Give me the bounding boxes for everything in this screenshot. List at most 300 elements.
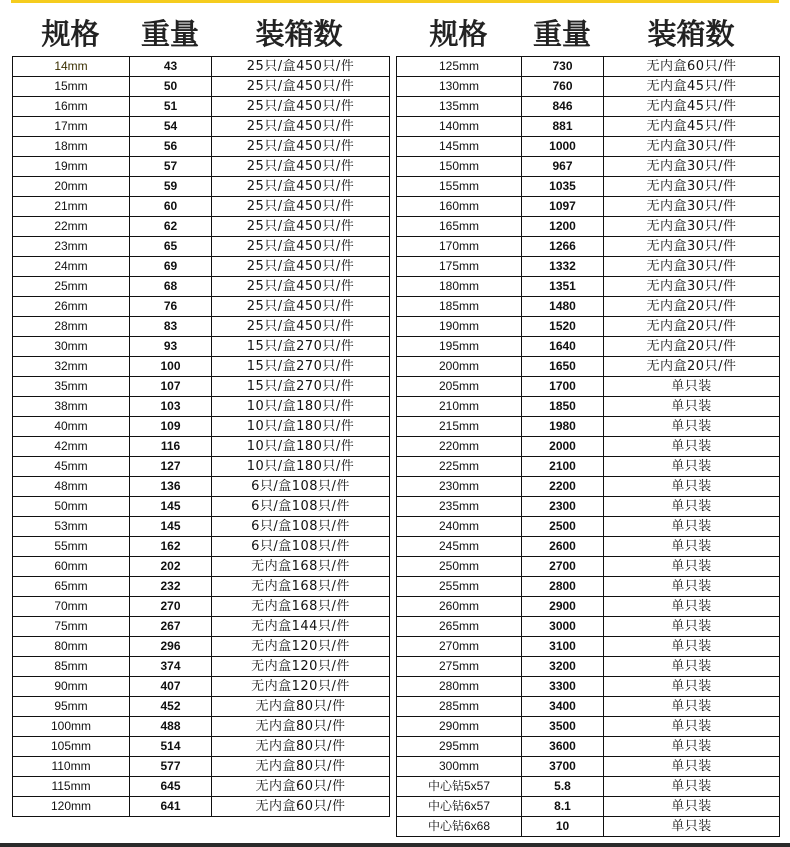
spec-cell: 14mm [13,57,130,77]
weight-cell: 1520 [522,317,604,337]
table-row [13,637,390,657]
packing-cell: 无内盒168只/件 [212,597,390,617]
packing-cell: 10只/盒180只/件 [212,397,390,417]
weight-cell: 760 [522,77,604,97]
spec-cell: 285mm [397,697,522,717]
packing-cell: 无内盒20只/件 [604,297,780,317]
spec-cell: 245mm [397,537,522,557]
packing-cell: 25只/盒450只/件 [212,97,390,117]
weight-cell: 76 [130,297,212,317]
table-row [13,457,390,477]
table-row [397,477,780,497]
weight-cell: 1640 [522,337,604,357]
packing-cell: 无内盒45只/件 [604,117,780,137]
spec-cell: 190mm [397,317,522,337]
weight-cell: 1000 [522,137,604,157]
weight-cell: 3400 [522,697,604,717]
table-row [13,477,390,497]
table-row [13,157,390,177]
table-row [397,397,780,417]
table-row [397,717,780,737]
weight-cell: 50 [130,77,212,97]
weight-cell: 1351 [522,277,604,297]
packing-cell: 单只装 [604,517,780,537]
weight-cell: 232 [130,577,212,597]
packing-cell: 单只装 [604,597,780,617]
weight-cell: 109 [130,417,212,437]
packing-cell: 单只装 [604,417,780,437]
packing-cell: 单只装 [604,577,780,597]
weight-cell: 8.1 [522,797,604,817]
packing-cell: 单只装 [604,797,780,817]
table-row [13,397,390,417]
spec-cell: 185mm [397,297,522,317]
packing-cell: 25只/盒450只/件 [212,117,390,137]
weight-cell: 1097 [522,197,604,217]
spec-cell: 20mm [13,177,130,197]
weight-cell: 3100 [522,637,604,657]
weight-cell: 68 [130,277,212,297]
left-table-header [12,14,389,54]
weight-cell: 145 [130,497,212,517]
table-row [397,217,780,237]
table-row [397,697,780,717]
packing-cell: 单只装 [604,717,780,737]
packing-cell: 25只/盒450只/件 [212,277,390,297]
left-spec-table [12,56,390,817]
table-row [13,617,390,637]
packing-cell: 15只/盒270只/件 [212,357,390,377]
weight-cell: 65 [130,237,212,257]
table-row [13,317,390,337]
packing-cell: 无内盒168只/件 [212,557,390,577]
spec-cell: 25mm [13,277,130,297]
table-row [397,377,780,397]
packing-cell: 单只装 [604,817,780,837]
weight-cell: 3000 [522,617,604,637]
table-row [13,557,390,577]
bottom-bar [0,843,790,847]
table-row [397,777,780,797]
packing-cell: 无内盒30只/件 [604,217,780,237]
table-row [13,297,390,317]
spec-cell: 135mm [397,97,522,117]
table-row [13,197,390,217]
table-row [13,437,390,457]
table-row [13,677,390,697]
weight-cell: 10 [522,817,604,837]
packing-cell: 25只/盒450只/件 [212,237,390,257]
spec-cell: 130mm [397,77,522,97]
spec-cell: 21mm [13,197,130,217]
table-row [13,577,390,597]
spec-cell: 19mm [13,157,130,177]
packing-cell: 单只装 [604,377,780,397]
spec-cell: 300mm [397,757,522,777]
header-packing: 装箱数 [255,17,343,51]
weight-cell: 514 [130,737,212,757]
spec-cell: 38mm [13,397,130,417]
weight-cell: 270 [130,597,212,617]
weight-cell: 54 [130,117,212,137]
spec-cell: 230mm [397,477,522,497]
table-row [397,437,780,457]
table-row [397,177,780,197]
packing-cell: 无内盒60只/件 [604,57,780,77]
packing-cell: 单只装 [604,757,780,777]
table-row [397,117,780,137]
spec-cell: 45mm [13,457,130,477]
table-row [13,57,390,77]
weight-cell: 2800 [522,577,604,597]
table-row [397,257,780,277]
spec-cell: 160mm [397,197,522,217]
spec-cell: 205mm [397,377,522,397]
table-row [397,677,780,697]
spec-cell: 220mm [397,437,522,457]
packing-cell: 25只/盒450只/件 [212,197,390,217]
spec-cell: 16mm [13,97,130,117]
spec-cell: 125mm [397,57,522,77]
weight-cell: 2500 [522,517,604,537]
spec-cell: 50mm [13,497,130,517]
packing-cell: 单只装 [604,397,780,417]
table-row [13,757,390,777]
packing-cell: 25只/盒450只/件 [212,137,390,157]
spec-cell: 115mm [13,777,130,797]
spec-cell: 85mm [13,657,130,677]
packing-cell: 无内盒120只/件 [212,637,390,657]
packing-cell: 无内盒60只/件 [212,797,390,817]
spec-cell: 165mm [397,217,522,237]
packing-cell: 无内盒168只/件 [212,577,390,597]
spec-cell: 120mm [13,797,130,817]
table-row [397,577,780,597]
table-row [397,557,780,577]
table-row [13,257,390,277]
weight-cell: 3600 [522,737,604,757]
weight-cell: 374 [130,657,212,677]
spec-cell: 200mm [397,357,522,377]
spec-cell: 260mm [397,597,522,617]
accent-bar [11,0,779,3]
table-row [397,657,780,677]
weight-cell: 296 [130,637,212,657]
table-row [397,517,780,537]
weight-cell: 3700 [522,757,604,777]
packing-cell: 25只/盒450只/件 [212,317,390,337]
weight-cell: 730 [522,57,604,77]
spec-cell: 中心钻6x57 [397,797,522,817]
spec-cell: 95mm [13,697,130,717]
spec-cell: 32mm [13,357,130,377]
packing-cell: 无内盒80只/件 [212,717,390,737]
table-row [13,737,390,757]
table-row [13,497,390,517]
spec-cell: 105mm [13,737,130,757]
spec-cell: 180mm [397,277,522,297]
packing-cell: 单只装 [604,497,780,517]
table-row [397,337,780,357]
spec-cell: 60mm [13,557,130,577]
packing-cell: 无内盒45只/件 [604,77,780,97]
table-row [13,717,390,737]
table-row [13,657,390,677]
spec-cell: 22mm [13,217,130,237]
weight-cell: 846 [522,97,604,117]
packing-cell: 无内盒20只/件 [604,317,780,337]
spec-cell: 23mm [13,237,130,257]
packing-cell: 25只/盒450只/件 [212,77,390,97]
packing-cell: 无内盒80只/件 [212,757,390,777]
spec-cell: 275mm [397,657,522,677]
spec-cell: 145mm [397,137,522,157]
weight-cell: 1200 [522,217,604,237]
weight-cell: 103 [130,397,212,417]
weight-cell: 1332 [522,257,604,277]
table-row [397,157,780,177]
packing-cell: 单只装 [604,617,780,637]
right-table-header [396,14,779,54]
spec-cell: 30mm [13,337,130,357]
weight-cell: 62 [130,217,212,237]
packing-cell: 10只/盒180只/件 [212,457,390,477]
spec-cell: 42mm [13,437,130,457]
table-row [397,737,780,757]
packing-cell: 6只/盒108只/件 [212,477,390,497]
weight-cell: 5.8 [522,777,604,797]
spec-cell: 280mm [397,677,522,697]
spec-cell: 中心钻5x57 [397,777,522,797]
weight-cell: 107 [130,377,212,397]
weight-cell: 116 [130,437,212,457]
spec-cell: 26mm [13,297,130,317]
spec-cell: 110mm [13,757,130,777]
table-row [13,357,390,377]
weight-cell: 2000 [522,437,604,457]
table-row [13,337,390,357]
packing-cell: 无内盒80只/件 [212,737,390,757]
packing-cell: 15只/盒270只/件 [212,377,390,397]
weight-cell: 59 [130,177,212,197]
spec-cell: 140mm [397,117,522,137]
table-row [397,197,780,217]
table-row [397,417,780,437]
table-row [397,277,780,297]
spec-cell: 中心钻6x68 [397,817,522,837]
packing-cell: 无内盒60只/件 [212,777,390,797]
table-row [13,277,390,297]
spec-cell: 175mm [397,257,522,277]
spec-cell: 28mm [13,317,130,337]
spec-cell: 235mm [397,497,522,517]
table-row [13,237,390,257]
spec-cell: 295mm [397,737,522,757]
spec-cell: 100mm [13,717,130,737]
table-row [13,77,390,97]
weight-cell: 3300 [522,677,604,697]
spec-cell: 80mm [13,637,130,657]
packing-cell: 25只/盒450只/件 [212,297,390,317]
weight-cell: 407 [130,677,212,697]
table-row [13,417,390,437]
weight-cell: 43 [130,57,212,77]
spec-cell: 40mm [13,417,130,437]
weight-cell: 51 [130,97,212,117]
weight-cell: 1480 [522,297,604,317]
weight-cell: 60 [130,197,212,217]
table-row [13,177,390,197]
spec-cell: 155mm [397,177,522,197]
spec-cell: 90mm [13,677,130,697]
packing-cell: 25只/盒450只/件 [212,57,390,77]
weight-cell: 3500 [522,717,604,737]
table-row [397,57,780,77]
table-row [397,617,780,637]
packing-cell: 无内盒120只/件 [212,657,390,677]
table-row [13,377,390,397]
spec-cell: 55mm [13,537,130,557]
table-row [397,597,780,617]
weight-cell: 145 [130,517,212,537]
weight-cell: 881 [522,117,604,137]
table-row [13,137,390,157]
packing-cell: 无内盒30只/件 [604,197,780,217]
packing-cell: 无内盒30只/件 [604,137,780,157]
packing-cell: 单只装 [604,777,780,797]
table-row [397,77,780,97]
spec-cell: 53mm [13,517,130,537]
right-spec-table [396,56,780,837]
packing-cell: 无内盒30只/件 [604,157,780,177]
packing-cell: 无内盒20只/件 [604,337,780,357]
header-spec: 规格 [41,17,100,51]
weight-cell: 56 [130,137,212,157]
weight-cell: 2100 [522,457,604,477]
packing-cell: 10只/盒180只/件 [212,417,390,437]
packing-cell: 25只/盒450只/件 [212,177,390,197]
table-row [397,757,780,777]
weight-cell: 69 [130,257,212,277]
spec-cell: 270mm [397,637,522,657]
weight-cell: 83 [130,317,212,337]
table-row [397,237,780,257]
weight-cell: 1980 [522,417,604,437]
spec-cell: 225mm [397,457,522,477]
packing-cell: 6只/盒108只/件 [212,497,390,517]
spec-cell: 35mm [13,377,130,397]
weight-cell: 2900 [522,597,604,617]
packing-cell: 无内盒30只/件 [604,257,780,277]
packing-cell: 10只/盒180只/件 [212,437,390,457]
spec-cell: 265mm [397,617,522,637]
spec-cell: 15mm [13,77,130,97]
table-row [13,537,390,557]
table-row [397,637,780,657]
spec-cell: 18mm [13,137,130,157]
table-row [13,117,390,137]
packing-cell: 单只装 [604,537,780,557]
spec-cell: 240mm [397,517,522,537]
packing-cell: 无内盒30只/件 [604,177,780,197]
table-row [397,817,780,837]
weight-cell: 100 [130,357,212,377]
weight-cell: 136 [130,477,212,497]
packing-cell: 单只装 [604,657,780,677]
packing-cell: 无内盒20只/件 [604,357,780,377]
spec-cell: 215mm [397,417,522,437]
weight-cell: 267 [130,617,212,637]
table-row [13,797,390,817]
packing-cell: 无内盒80只/件 [212,697,390,717]
weight-cell: 93 [130,337,212,357]
weight-cell: 577 [130,757,212,777]
weight-cell: 127 [130,457,212,477]
table-row [397,97,780,117]
packing-cell: 单只装 [604,697,780,717]
spec-cell: 250mm [397,557,522,577]
spec-cell: 17mm [13,117,130,137]
table-row [13,597,390,617]
packing-cell: 25只/盒450只/件 [212,217,390,237]
table-row [397,537,780,557]
spec-cell: 195mm [397,337,522,357]
weight-cell: 2600 [522,537,604,557]
table-row [13,697,390,717]
weight-cell: 452 [130,697,212,717]
weight-cell: 967 [522,157,604,177]
packing-cell: 单只装 [604,557,780,577]
table-row [397,317,780,337]
table-row [397,797,780,817]
weight-cell: 202 [130,557,212,577]
spec-cell: 210mm [397,397,522,417]
spec-cell: 170mm [397,237,522,257]
packing-cell: 单只装 [604,437,780,457]
packing-cell: 单只装 [604,677,780,697]
weight-cell: 3200 [522,657,604,677]
weight-cell: 1266 [522,237,604,257]
table-row [13,217,390,237]
header-weight: 重量 [140,17,199,51]
header-spec: 规格 [429,17,488,51]
spec-cell: 150mm [397,157,522,177]
packing-cell: 无内盒30只/件 [604,277,780,297]
weight-cell: 162 [130,537,212,557]
weight-cell: 1700 [522,377,604,397]
table-row [397,457,780,477]
weight-cell: 1650 [522,357,604,377]
table-row [397,137,780,157]
spec-cell: 290mm [397,717,522,737]
spec-cell: 75mm [13,617,130,637]
table-row [397,297,780,317]
packing-cell: 无内盒144只/件 [212,617,390,637]
table-row [13,777,390,797]
weight-cell: 57 [130,157,212,177]
packing-cell: 单只装 [604,477,780,497]
weight-cell: 1850 [522,397,604,417]
packing-cell: 6只/盒108只/件 [212,537,390,557]
weight-cell: 2300 [522,497,604,517]
table-row [13,517,390,537]
packing-cell: 单只装 [604,457,780,477]
weight-cell: 2200 [522,477,604,497]
spec-cell: 24mm [13,257,130,277]
packing-cell: 25只/盒450只/件 [212,257,390,277]
packing-cell: 25只/盒450只/件 [212,157,390,177]
weight-cell: 488 [130,717,212,737]
